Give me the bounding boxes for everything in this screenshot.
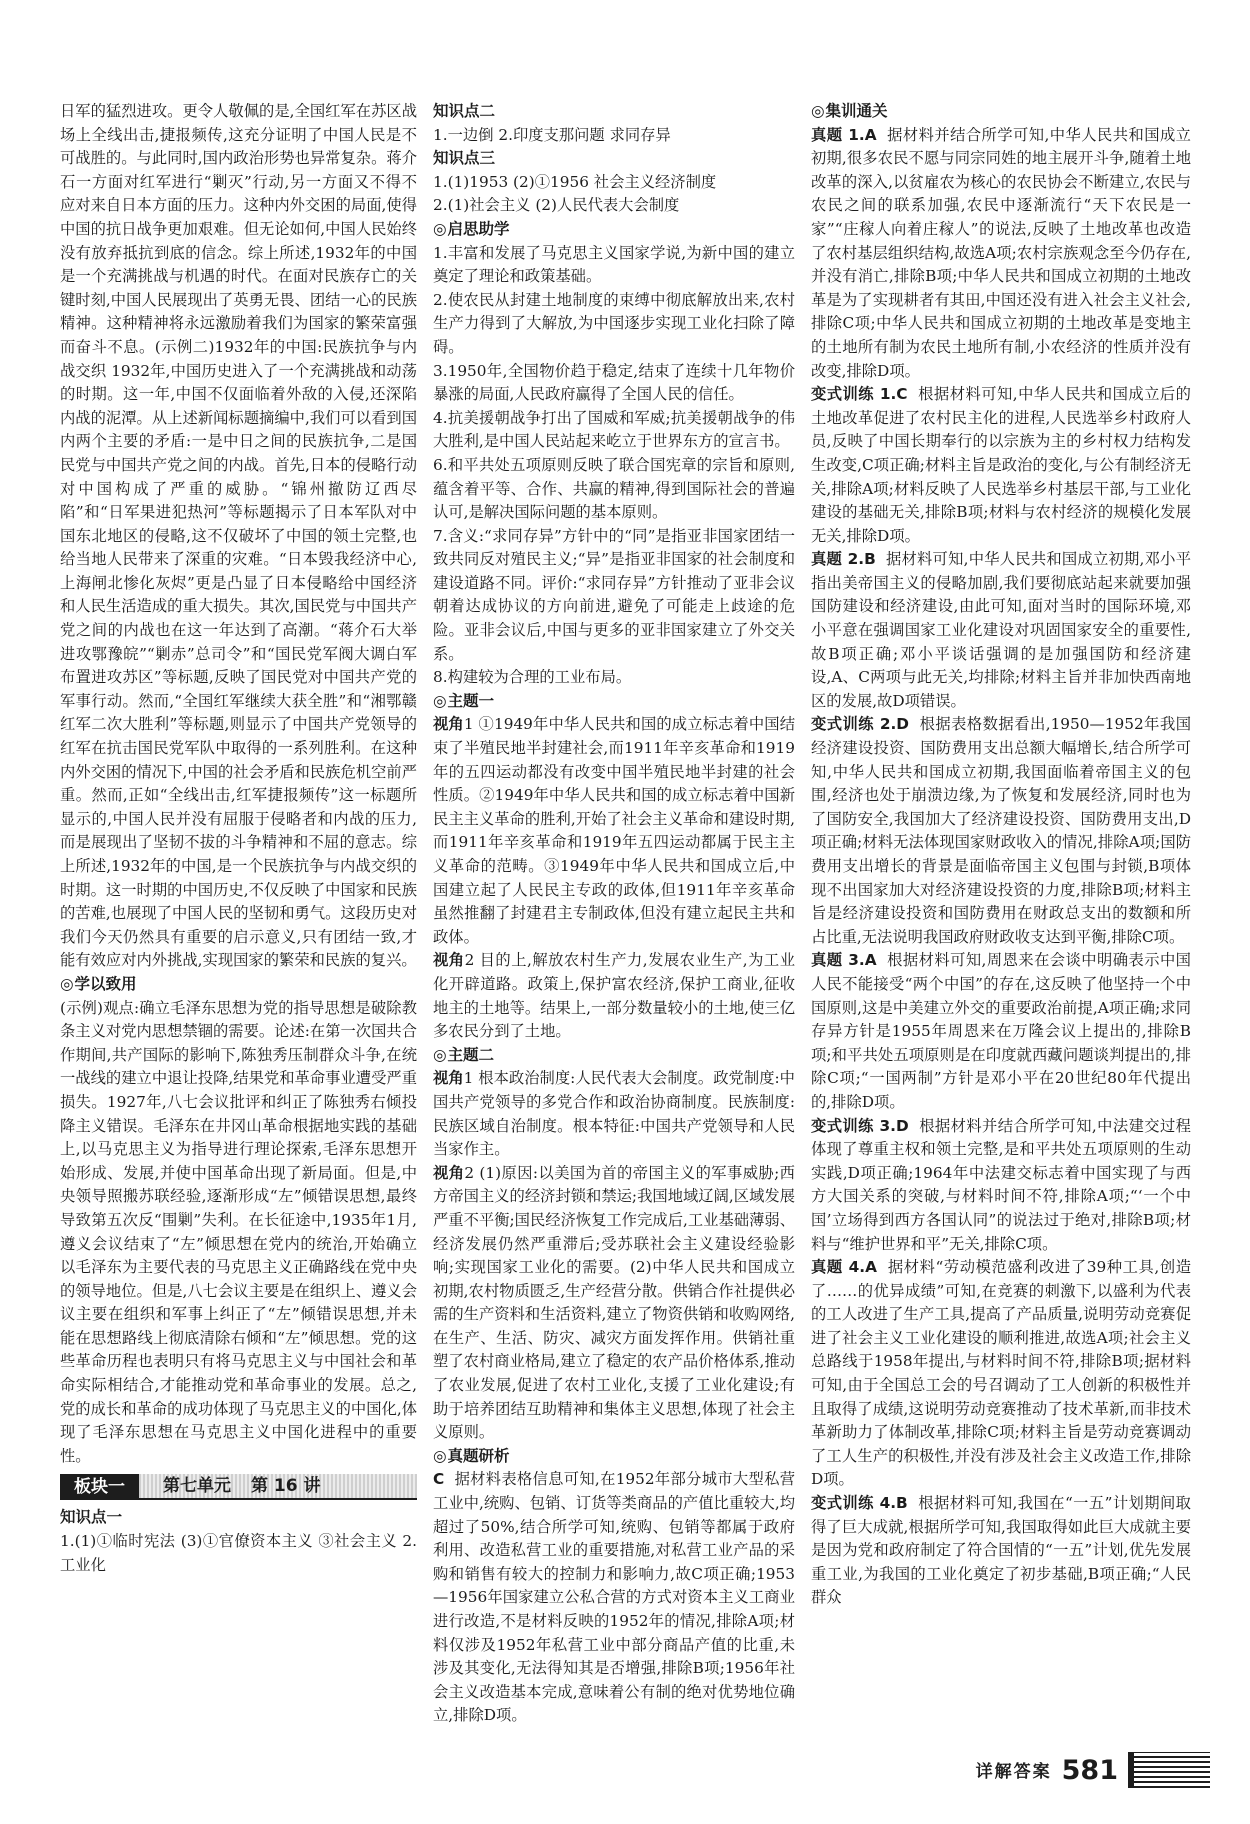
qisi-item: 8.构建较为合理的工业布局。	[433, 668, 632, 687]
knowledge-point-1-text: 1.(1)①临时宪法 (3)①官僚资本主义 ③社会主义 2.工业化	[60, 1532, 417, 1574]
qisi-item: 2.使农民从封建土地制度的束缚中彻底解放出来,农村生产力得到了大解放,为中国逐步实现工业化扫除了障碍。	[433, 290, 795, 356]
banner-lecture: 第 16 讲	[251, 1475, 321, 1496]
section-heading-theme-1: ◎主题一	[433, 691, 495, 710]
knowledge-point-3-line: 1.(1)1953 (2)①1956 社会主义经济制度	[433, 172, 717, 191]
target-icon: ◎	[811, 102, 825, 120]
answer-block: 真题 4.A 据材料“劳动模范盛利改进了39种工具,创造了……的优异成绩”可知,在竞赛的刺激下,以盛利为代表的工人改进了生产工具,提高了产品质量,说明劳动竞赛促进了社会主义工业化建设的顺利推进,故选A项;社会主义总路线于1958年提出,与材料时间不符,排除B项;据材料可知,由于全国总工会的号召调动了工人创新的积极性并且取得了成绩,这说明劳动竞赛推动了技术革新,而非技术革新助力了体制改革,排除C项;材料主旨是劳动竞赛调动了工人生产的积极性,并没有涉及社会主义改造工作,排除D项。	[811, 1258, 1191, 1489]
knowledge-point-1-heading: 知识点一	[60, 1508, 123, 1527]
page-footer	[976, 1742, 1210, 1788]
qisi-item: 1.丰富和发展了马克思主义国家学说,为新中国的建立奠定了理论和政策基础。	[433, 243, 795, 286]
banner-block: 板块一	[60, 1474, 139, 1500]
answer-block: 变式训练 1.C 根据材料可知,中华人民共和国成立后的土地改革促进了农村民主化的进程,人民选举乡村政府人员,反映了中国长期奉行的以宗族为主的乡村权力结构发生改变,C项正确;材料主旨是政治的变化,与公有制经济无关,排除A项;材料反映了人民选举乡村基层干部,与工业化建设的基础无关,排除B项;材料与农村经济的规模化发展无关,排除D项。	[811, 385, 1191, 545]
section-heading-xue-yi-zhi-yong: ◎学以致用	[60, 974, 137, 993]
section-heading-theme-2: ◎主题二	[433, 1045, 495, 1064]
xue-yi-zhi-yong-text: (示例)观点:确立毛泽东思想为党的指导思想是破除教条主义对党内思想禁锢的需要。论述:在第一次国共合作期间,共产国际的影响下,陈独秀压制群众斗争,在统一战线的建立中退让投降,结果党和革命事业遭受严重损失。1927年,八七会议批评和纠正了陈独秀右倾投降主义错误。毛泽东在井冈山革命根据地实践的基础上,以马克思主义为指导进行理论探索,毛泽东思想开始形成、发展,并使中国革命出现了新局面。但是,中央领导照搬苏联经验,逐渐形成“左”倾错误思想,最终导致第五次反“围剿”失利。在长征途中,1935年1月,遵义会议结束了“左”倾思想在党内的统治,开始确立以毛泽东为主要代表的马克思主义正确路线在党中央的领导地位。但是,八七会议主要是在组织上、遵义会议主要在组织和军事上纠正了“左”倾错误思想,并未能在思想路线上彻底清除右倾和“左”倾思想。党的这些革命历程也表明只有将马克思主义与中国社会和革命实际相结合,才能推动党和革命事业的发展。总之,党的成长和革命的成功体现了马克思主义的中国化,体现了毛泽东思想在马克思主义中国化进程中的重要性。	[60, 998, 417, 1465]
answer-block: 真题 2.B 据材料可知,中华人民共和国成立初期,邓小平指出美帝国主义的侵略加剧,我们要彻底站起来就要加强国防建设和经济建设,由此可知,面对当时的国际环境,邓小平意在强调国家工业化建设对巩固国家安全的重要性,故B项正确;邓小平谈话强调的是加强国防和经济建设,A、C两项与此无关,均排除;材料主旨并非加快西南地区的发展,故D项错误。	[811, 550, 1191, 710]
column-right	[811, 100, 1191, 1610]
answer-block: 真题 1.A 据材料并结合所学可知,中华人民共和国成立初期,很多农民不愿与同宗同姓的地主展开斗争,随着土地改革的深入,以贫雇农为核心的农民协会不断建立,农民与农民之间的联系加强,农民中逐渐流行“天下农民是一家”“庄稼人向着庄稼人”的说法,反映了土地改革也改造了农村基层组织结构,故选A项;农村宗族观念至今仍存在,并没有消亡,排除B项;中华人民共和国成立初期的土地改革是为了实现耕者有其田,中国还没有进入社会主义社会,排除C项;中华人民共和国成立初期的土地改革是变地主的土地所有制为农民土地所有制,小农经济的性质并没有改变,排除D项。	[811, 125, 1191, 380]
qisi-item: 7.含义:“求同存异”方针中的“同”是指亚非国家团结一致共同反对殖民主义;“异”是指亚非国家的社会制度和建设道路不同。评价:“求同存异”方针推动了亚非会议朝着达成协议的方向前进,避免了可能走上歧途的危险。亚非会议后,中国与更多的亚非国家建立了外交关系。	[433, 526, 795, 663]
target-icon: ◎	[433, 1446, 447, 1465]
target-icon: ◎	[433, 219, 447, 238]
qisi-item: 4.抗美援朝战争打出了国威和军威;抗美援朝战争的伟大胜利,是中国人民站起来屹立于世界东方的宣言书。	[433, 408, 795, 451]
knowledge-point-2-heading: 知识点二	[433, 102, 496, 120]
target-icon: ◎	[433, 1045, 447, 1064]
theme-2-perspective-2: 视角2 (1)原因:以美国为首的帝国主义的军事威胁;西方帝国主义的经济封锁和禁运;我国地域辽阔,区域发展严重不平衡;国民经济恢复工作完成后,工业基础薄弱、经济发展仍然严重滞后;受苏联社会主义建设经验影响;实现国家工业化的需要。(2)中华人民共和国成立初期,农村物质匮乏,生产经营分散。供销合作社提供必需的生产资料和生活资料,建立了物资供销和收购网络,在生产、生活、防灾、减灾方面发挥作用。供销社重塑了农村商业格局,建立了稳定的农产品价格体系,推动了农业发展,促进了农村工业化,支援了工业化建设;有助于培养团结互助精神和集体主义思想,体现了社会主义原则。	[433, 1163, 795, 1442]
answer-block: 变式训练 2.D 根据表格数据看出,1950—1952年我国经济建设投资、国防费用支出总额大幅增长,结合所学可知,中华人民共和国成立初期,我国面临着帝国主义的包围,经济也处于崩溃边缘,为了恢复和发展经济,同时也为了国防安全,我国加大了经济建设投资、国防费用支出,D项正确;材料无法体现国家财政收入的情况,排除A项;国防费用支出增长的背景是面临帝国主义包围与封锁,B项体现不出国家加大对经济建设投资的力度,排除B项;材料主旨是经济建设投资和国防费用在财政总支出的数额和所占比重,无法说明我国政府财政收支达到平衡,排除C项。	[811, 715, 1191, 946]
footer-tab-decoration	[1128, 1752, 1210, 1788]
column-middle	[433, 100, 795, 1728]
column-left	[60, 100, 417, 1577]
knowledge-point-3-heading: 知识点三	[433, 149, 496, 168]
qisi-item: 6.和平共处五项原则反映了联合国宪章的宗旨和原则,蕴含着平等、合作、共赢的精神,得到国际社会的普遍认可,是解决国际问题的基本原则。	[433, 455, 795, 522]
theme-2-perspective-1: 视角1 根本政治制度:人民代表大会制度。政党制度:中国共产党领导的多党合作和政治协商制度。民族制度:民族区域自治制度。根本特征:中国共产党领导和人民当家作主。	[433, 1069, 795, 1159]
page-number: 581	[1061, 1755, 1118, 1786]
section-heading-zhen-ti-yan-xi: ◎真题研析	[433, 1446, 510, 1465]
section-heading-ji-xun-tong-guan: ◎集训通关	[811, 102, 888, 120]
theme-1-perspective-2: 视角2 目的上,解放农村生产力,发展农业生产,为工业化开辟道路。政策上,保护富农经济,保护工商业,征收地主的土地等。结果上,一部分数量较小的土地,使三亿多农民分到了土地。	[433, 951, 795, 1041]
unit-banner	[60, 1474, 417, 1500]
qisi-item: 3.1950年,全国物价趋于稳定,结束了连续十几年物价暴涨的局面,人民政府赢得了全国人民的信任。	[433, 361, 795, 404]
target-icon: ◎	[433, 691, 447, 710]
section-heading-qi-si-zhu-xue: ◎启思助学	[433, 219, 510, 238]
banner-unit-lecture	[139, 1474, 417, 1500]
knowledge-point-2-text: 1.一边倒 2.印度支那问题 求同存异	[433, 125, 671, 144]
banner-unit: 第七单元	[163, 1475, 231, 1496]
zhen-ti-yan-xi-text: C 据材料表格信息可知,在1952年部分城市大型私营工业中,统购、包销、订货等类商品的产值比重较大,均超过了50%,结合所学可知,统购、包销等都属于政府利用、改造私营工业的重要措施,对私营工业产品的采购和销售有较大的控制力和影响力,故C项正确;1953—1956年国家建立公私合营的方式对资本主义工商业进行改造,不是材料反映的1952年的情况,排除A项;材料仅涉及1952年私营工业中部分商品产值的比重,未涉及其变化,无法得知其是否增强,排除B项;1956年社会主义改造基本完成,意味着公有制的绝对优势地位确立,排除D项。	[433, 1470, 795, 1725]
answer-block: 变式训练 3.D 根据材料并结合所学可知,中法建交过程体现了尊重主权和领土完整,是和平共处五项原则的生动实践,D项正确;1964年中法建交标志着中国实现了与西方大国关系的突破,与材料时间不符,排除A项;“‘一个中国’立场得到西方各国认同”的说法过于绝对,排除B项;材料与“维护世界和平”无关,排除C项。	[811, 1116, 1191, 1253]
knowledge-point-3-line: 2.(1)社会主义 (2)人民代表大会制度	[433, 196, 680, 215]
footer-label: 详解答案	[975, 1762, 1052, 1782]
answer-block: 变式训练 4.B 根据材料可知,我国在“一五”计划期间取得了巨大成就,根据所学可知,我国取得如此巨大成就主要是因为党和政府制定了符合国情的“一五”计划,优先发展重工业,为我国的工业化奠定了初步基础,B项正确;“人民群众	[811, 1494, 1191, 1607]
essay-text: 日军的猛烈进攻。更令人敬佩的是,全国红军在苏区战场上全线出击,捷报频传,这充分证明了中国人民是不可战胜的。与此同时,国内政治形势也异常复杂。蒋介石一方面对红军进行“剿灭”行动,另一方面又不得不应对来自日本方面的压力。这种内外交困的局面,使得中国的抗日战争更加艰难。但无论如何,中国人民始终没有放弃抵抗到底的信念。综上所述,1932年的中国是一个充满挑战与机遇的时代。在面对民族存亡的关键时刻,中国人民展现出了英勇无畏、团结一心的民族精神。这种精神将永远激励着我们为国家的繁荣富强而奋斗不息。(示例二)1932年的中国:民族抗争与内战交织 1932年,中国历史进入了一个充满挑战和动荡的时期。这一年,中国不仅面临着外敌的入侵,还深陷内战的泥潭。从上述新闻标题摘编中,我们可以看到国内两个主要的矛盾:一是中日之间的民族抗争,二是国民党与中国共产党之间的内战。首先,日本的侵略行动对中国构成了严重的威胁。“锦州撤防辽西尽陷”和“日军果进犯热河”等标题揭示了日本军队对中国东北地区的侵略,这不仅破坏了中国的领土完整,也给当地人民带来了深重的灾难。“日本毁我经济中心,上海闸北惨化灰烬”更是凸显了日本侵略给中国经济和人民生活造成的重大损失。其次,国民党与中国共产党之间的内战也在这一年达到了高潮。“蒋介石大举进攻鄂豫皖”“剿赤”总司令”和“国民党军阀大调白军布置进攻苏区”等标题,反映了国民党对中国共产党的军事行动。然而,“全国红军继续大获全胜”和“湘鄂赣红军二次大胜利”等标题,则显示了中国共产党领导的红军在抗击国民党军队中取得的一系列胜利。在这种内外交困的情况下,中国的社会矛盾和民族危机空前严重。然而,正如“全线出击,红军捷报频传”这一标题所显示的,中国人民并没有屈服于侵略者和内战的压力,而是展现出了坚韧不拔的斗争精神和不屈的意志。综上所述,1932年的中国,是一个民族抗争与内战交织的时期。这一时期的中国历史,不仅反映了中国家和民族的苦难,也展现了中国人民的坚韧和勇气。这段历史对我们今天仍然具有重要的启示意义,只有团结一致,才能有效应对内外挑战,实现国家的繁荣和民族的复兴。	[60, 102, 417, 970]
theme-1-perspective-1: 视角1 ①1949年中华人民共和国的成立标志着中国结束了半殖民地半封建社会,而1911年辛亥革命和1919年的五四运动都没有改变中国半殖民地半封建的社会性质。②1949年中华人民共和国的成立标志着中国新民主主义革命的胜利,开始了社会主义革命和建设时期,而1911年辛亥革命和1919年五四运动都属于民主主义革命的范畴。③1949年中华人民共和国成立后,中国建立起了人民民主专政的政体,但1911年辛亥革命虽然推翻了封建君主专制政体,但没有建立起民主共和政体。	[433, 715, 795, 946]
answer-block: 真题 3.A 根据材料可知,周恩来在会谈中明确表示中国人民不能接受“两个中国”的存在,这反映了他坚持一个中国原则,这是中美建立外交的重要政治前提,A项正确;求同存异方针是1955年周恩来在万隆会议上提出的,排除B项;和平共处五项原则是在印度就西藏问题谈判提出的,排除C项;“一国两制”方针是邓小平在20世纪80年代提出的,排除D项。	[811, 951, 1191, 1111]
target-icon: ◎	[60, 974, 74, 993]
